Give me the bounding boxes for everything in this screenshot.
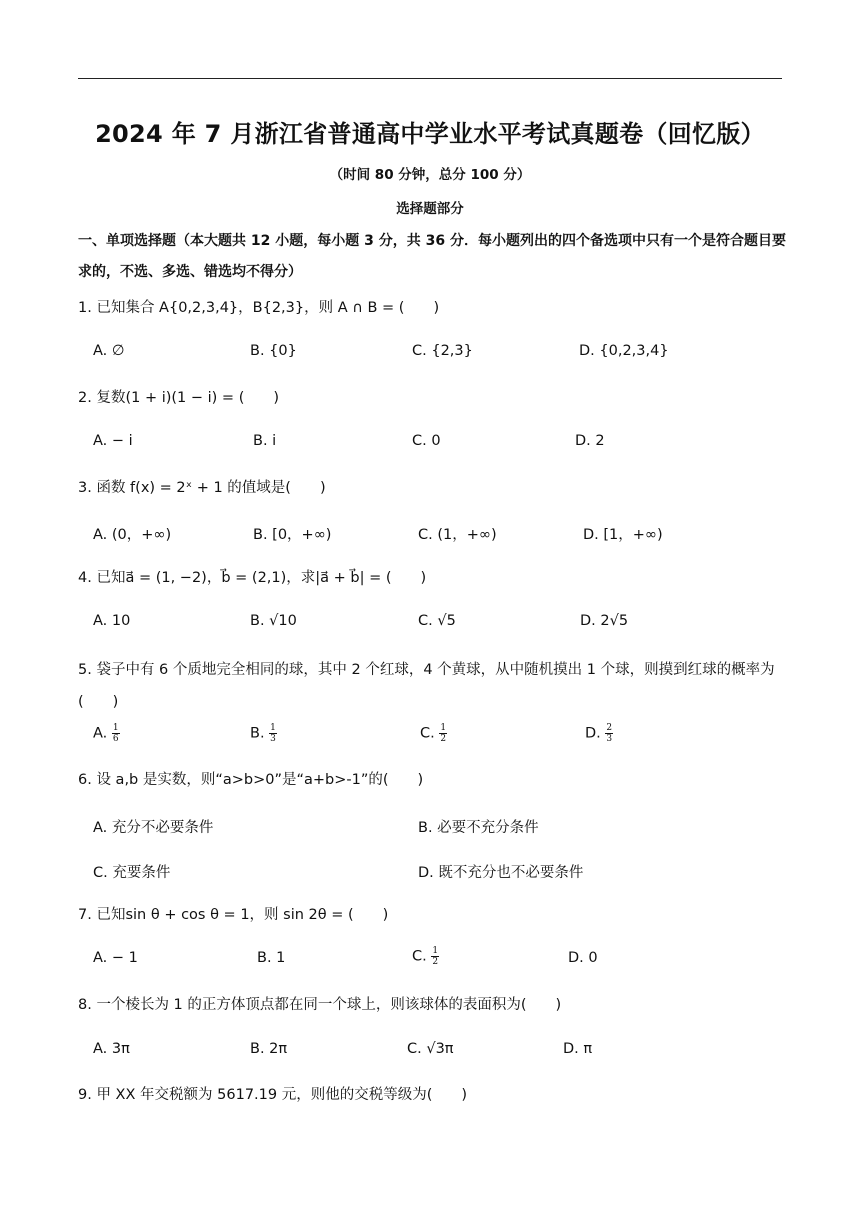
exam-duration-note: （时间 80 分钟，总分 100 分） (329, 167, 531, 183)
q2-option-a[interactable]: A. − i (93, 433, 133, 449)
q5-option-d[interactable]: D. $\frac{2}{3}$ (585, 723, 613, 744)
fraction: $\frac{1}{3}$ (270, 723, 276, 744)
q8-option-c[interactable]: C. √3π (407, 1041, 454, 1057)
question-8: 8. 一个棱长为 1 的正方体顶点都在同一个球上，则该球体的表面积为( ) (78, 997, 562, 1013)
question-stem: 已知集合 A{0,2,3,4}，B{2,3}，则 A ∩ B = ( ) (96, 300, 440, 316)
q6-option-c[interactable]: C. 充要条件 (93, 865, 171, 881)
q5-option-c[interactable]: C. $\frac{1}{2}$ (420, 723, 447, 744)
q2-option-d[interactable]: D. 2 (575, 433, 605, 449)
q1-option-a[interactable]: A. ∅ (93, 343, 125, 359)
question-7: 7. 已知sin θ + cos θ = 1，则 sin 2θ = ( ) (78, 907, 389, 923)
q2-option-b[interactable]: B. i (253, 433, 277, 449)
q3-option-a[interactable]: A. (0，+∞) (93, 527, 172, 543)
question-stem: 复数(1 + i)(1 − i) = ( ) (96, 390, 280, 406)
q5-option-a[interactable]: A. $\frac{1}{6}$ (93, 723, 119, 744)
question-6: 6. 设 a,b 是实数，则“a>b>0”是“a+b>-1”的( ) (78, 772, 424, 788)
fraction: $\frac{1}{2}$ (440, 723, 447, 744)
question-stem: 已知sin θ + cos θ = 1，则 sin 2θ = ( ) (96, 907, 389, 923)
q7-option-b[interactable]: B. 1 (257, 950, 286, 966)
question-stem: 已知a⃗ = (1, −2)，b⃗ = (2,1)，求|a⃗ + b⃗| = ( ) (96, 570, 427, 586)
question-stem: 一个棱长为 1 的正方体顶点都在同一个球上，则该球体的表面积为( ) (96, 997, 562, 1013)
fraction: $\frac{1}{6}$ (112, 723, 119, 744)
section-heading: 一、单项选择题（本大题共 12 小题，每小题 3 分，共 36 分．每小题列出的四个备选项中只有一个是符合题目要求的，不选、多选、错选均不得分） (78, 233, 786, 280)
q8-option-b[interactable]: B. 2π (250, 1041, 288, 1057)
question-2: 2. 复数(1 + i)(1 − i) = ( ) (78, 390, 280, 406)
q3-option-b[interactable]: B. [0，+∞) (253, 527, 332, 543)
q6-option-d[interactable]: D. 既不充分也不必要条件 (418, 865, 584, 881)
q1-option-d[interactable]: D. {0,2,3,4} (579, 343, 669, 359)
question-3: 3. 函数 f(x) = 2ˣ + 1 的值域是( ) (78, 480, 326, 496)
q7-option-a[interactable]: A. − 1 (93, 950, 138, 966)
q7-option-c[interactable]: C. $\frac{1}{2}$ (412, 946, 439, 967)
question-stem: 设 a,b 是实数，则“a>b>0”是“a+b>-1”的( ) (96, 772, 424, 788)
q1-option-c[interactable]: C. {2,3} (412, 343, 473, 359)
question-stem: 函数 f(x) = 2ˣ + 1 的值域是( ) (96, 480, 326, 496)
question-9: 9. 甲 XX 年交税额为 5617.19 元，则他的交税等级为( ) (78, 1087, 468, 1103)
q2-option-c[interactable]: C. 0 (412, 433, 441, 449)
question-1: 1. 已知集合 A{0,2,3,4}，B{2,3}，则 A ∩ B = ( ) (78, 300, 440, 316)
fraction: $\frac{1}{2}$ (432, 946, 439, 967)
fraction: $\frac{2}{3}$ (606, 723, 613, 744)
q3-option-d[interactable]: D. [1，+∞) (583, 527, 663, 543)
q4-option-b[interactable]: B. √10 (250, 613, 297, 629)
q8-option-d[interactable]: D. π (563, 1041, 593, 1057)
q4-option-d[interactable]: D. 2√5 (580, 613, 629, 629)
part-label: 选择题部分 (396, 201, 464, 217)
q5-option-b[interactable]: B. $\frac{1}{3}$ (250, 723, 276, 744)
question-stem: 袋子中有 6 个质地完全相同的球，其中 2 个红球，4 个黄球，从中随机摸出 1 个球，则摸到红球的概率为( ) (78, 662, 775, 710)
question-5: 5. 袋子中有 6 个质地完全相同的球，其中 2 个红球，4 个黄球，从中随机摸出 1 个球，则摸到红球的概率为( ) (78, 662, 775, 710)
page-title: 2024 年 7 月浙江省普通高中学业水平考试真题卷（回忆版） (95, 120, 765, 148)
q8-option-a[interactable]: A. 3π (93, 1041, 130, 1057)
q4-option-a[interactable]: A. 10 (93, 613, 131, 629)
question-4: 4. 已知a⃗ = (1, −2)，b⃗ = (2,1)，求|a⃗ + b⃗| = ( ) (78, 570, 427, 586)
question-stem: 甲 XX 年交税额为 5617.19 元，则他的交税等级为( ) (96, 1087, 468, 1103)
q6-option-a[interactable]: A. 充分不必要条件 (93, 820, 214, 836)
q1-option-b[interactable]: B. {0} (250, 343, 297, 359)
q7-option-d[interactable]: D. 0 (568, 950, 598, 966)
q6-option-b[interactable]: B. 必要不充分条件 (418, 820, 539, 836)
header-rule (78, 78, 782, 79)
q3-option-c[interactable]: C. (1，+∞) (418, 527, 497, 543)
q4-option-c[interactable]: C. √5 (418, 613, 456, 629)
